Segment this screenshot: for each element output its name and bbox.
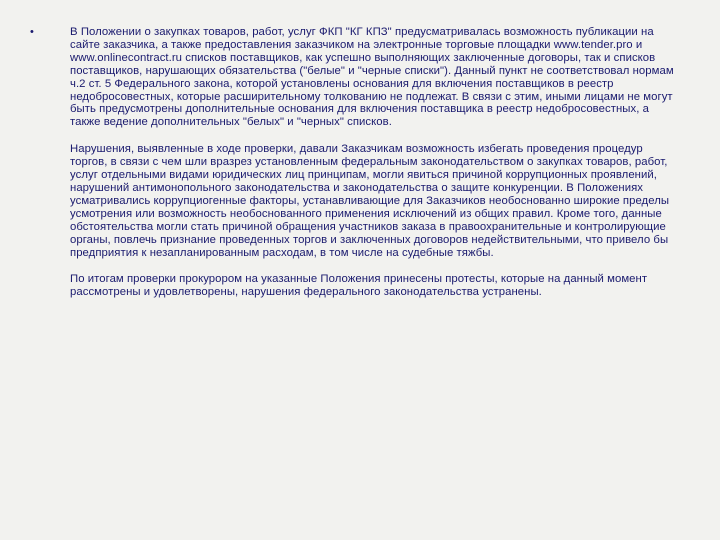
paragraph-procurement-regulation: В Положении о закупках товаров, работ, услуг ФКП "КГ КПЗ" предусматривалась возможность публикации на сайте заказчика, а также предоставления заказчиком на электронные торговые площадки www.tender.pro и www.onlinecontract.ru списков поставщиков, как успешно выполняющих заключенные договоры, так и списков поставщиков, нарушающих обязательства ("белые" и "черные списки"). Данный пункт не соответствовал нормам ч.2 ст. 5 Федерального закона, которой установлены основания для включения поставщиков в реестр недобросовестных, которые расширительному толкованию не подлежат. В связи с этим, иными лицами не могут быть предусмотрены дополнительные основания для включения поставщика в реестр недобросовестных, а также ведение дополнительных "белых" и "черных" списков. xyxy=(70,26,674,129)
paragraph-results: По итогам проверки прокурором на указанные Положения принесены протесты, которые на данный момент рассмотрены и удовлетворены, нарушения федерального законодательства устранены. xyxy=(70,273,648,299)
paragraph-violations: Нарушения, выявленные в ходе проверки, давали Заказчикам возможность избегать проведения процедур торгов, в связи с чем шли вразрез установленным федеральным законодательством о закупках товаров, работ, услуг отдельными видами юридических лиц принципам, могли явиться причиной коррупционных проявлений, нарушений антимонопольного законодательства и законодательства о защите конкуренции. В Положениях усматривались коррупциогенные факторы, устанавливающие для Заказчиков необоснованно широкие пределы усмотрения или возможность необоснованного применения исключений из общих правил. Кроме того, данные обстоятельства могли стать причиной обращения участников заказа в правоохранительные и контролирующие органы, повлечь признание проведенных торгов и заключенных договоров недействительными, что привело бы предприятия к незапланированным расходам, в том числе на судебные тяжбы. xyxy=(70,143,670,259)
bullet-marker: • xyxy=(30,26,34,38)
text-body xyxy=(70,26,682,313)
